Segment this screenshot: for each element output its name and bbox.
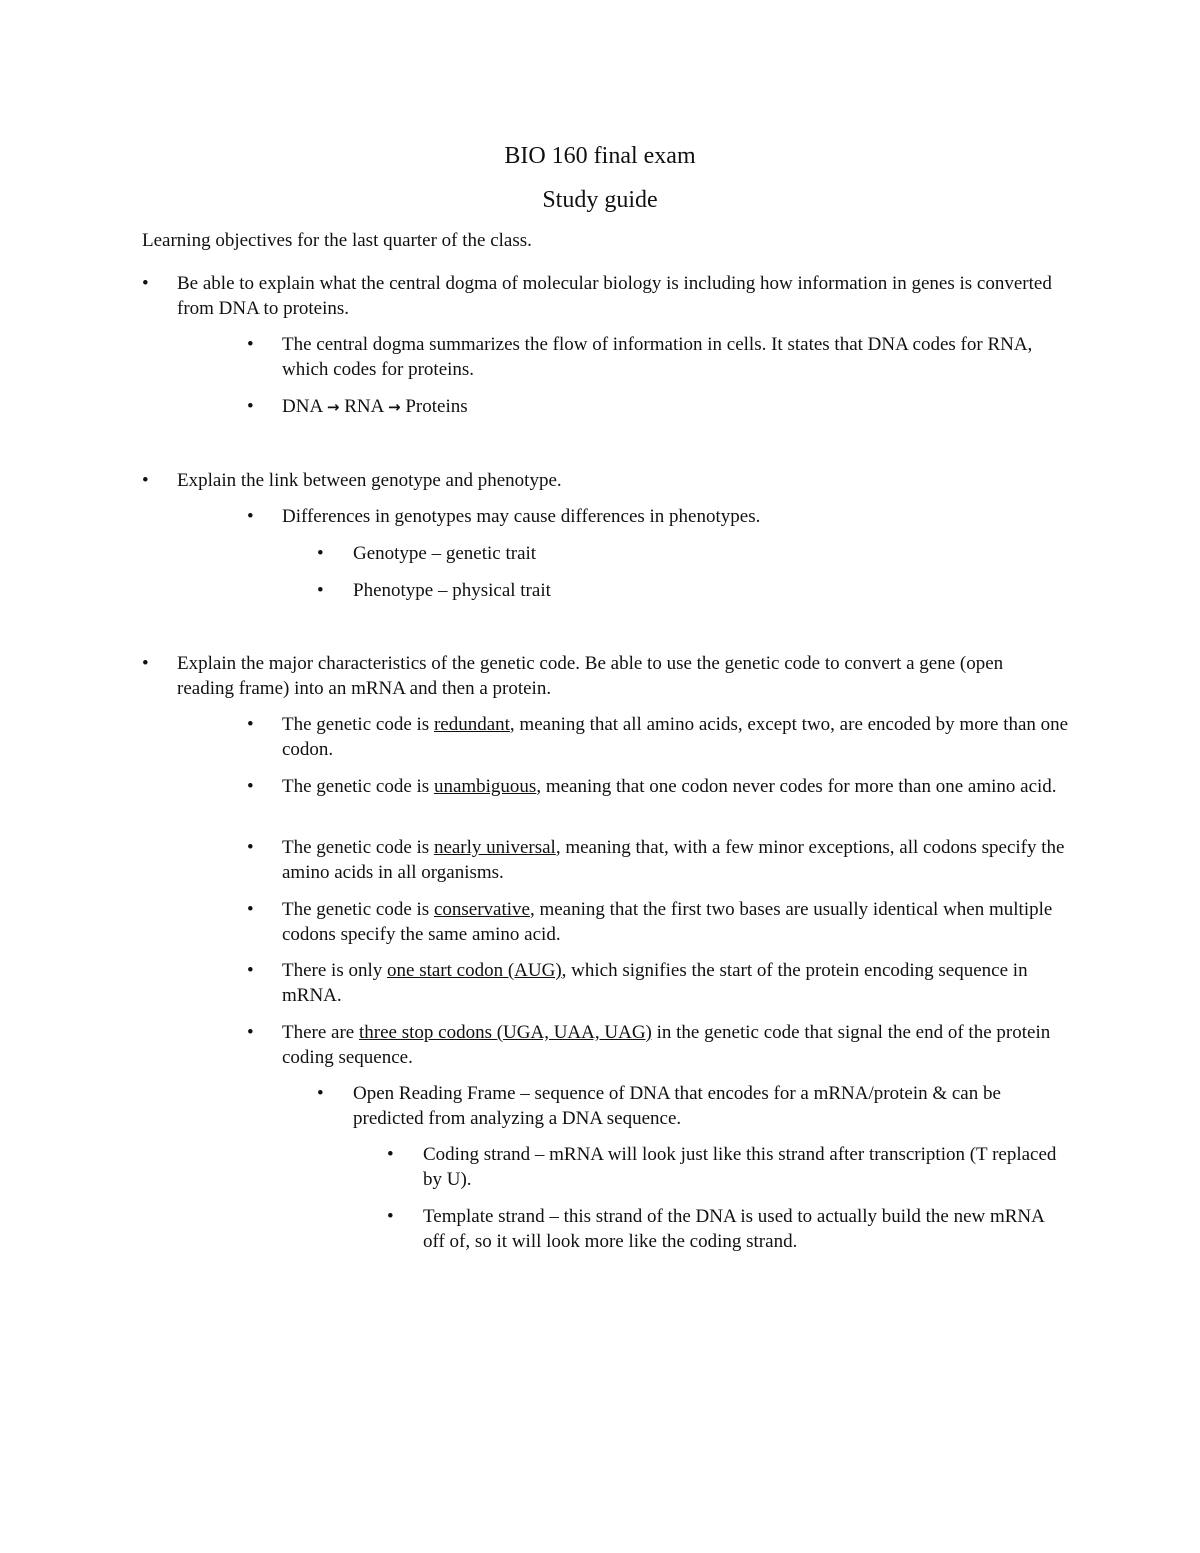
term-redundant: redundant [433,714,510,735]
genetic-code-redundant [282,713,1072,762]
central-dogma-summary: The central dogma summarizes the flow of information in cells. It states that DNA codes for RNA, which codes for proteins. [282,334,1033,380]
text-segment: , meaning that the first two bases are usually identical when multiple codons specify the same amino acid. [282,899,1053,945]
text-segment: There is only [282,960,388,981]
start-codon [282,959,1072,1008]
term-nearly-universal: nearly universal [433,837,556,858]
flow-rna: RNA [344,396,384,417]
text-segment: , meaning that all amino acids, except two, are encoded by more than one codon. [282,714,1069,760]
genetic-code-unambiguous [282,775,1072,800]
text-segment: in the genetic code that signal the end of the protein coding sequence. [282,1022,1051,1068]
text-segment: The genetic code is [282,776,434,797]
template-strand: Template strand – this strand of the DNA is used to actually build the new mRNA off of, so it will look more like the coding strand. [423,1206,1044,1252]
bullet: • [142,470,149,491]
genetic-code-universal [282,836,1072,885]
bullet: • [317,580,324,601]
bullet: • [247,506,254,527]
genetic-code-conservative [282,898,1072,947]
genotype-differences: Differences in genotypes may cause differences in phenotypes. [282,506,761,527]
intro-text: Learning objectives for the last quarter of the class. [142,230,532,251]
text-segment: , meaning that, with a few minor exceptions, all codons specify the amino acids in all organisms. [282,837,1065,883]
text-segment: The genetic code is [282,899,434,920]
genotype-definition: Genotype – genetic trait [353,543,537,564]
document-title: BIO 160 final exam [504,143,696,169]
text-segment: , meaning that one codon never codes for more than one amino acid. [536,776,1057,797]
text-segment: The genetic code is [282,837,434,858]
stop-codons [282,1021,1072,1070]
bullet: • [247,714,254,735]
bullet: • [317,543,324,564]
bullet: • [247,837,254,858]
bullet: • [317,1083,324,1104]
bullet: • [247,396,254,417]
term-start-codon: one start codon (AUG) [387,960,562,981]
arrow-right-icon: → [326,398,340,416]
bullet: • [387,1144,394,1165]
objective-genotype-phenotype: Explain the link between genotype and phenotype. [177,470,562,491]
bullet: • [247,899,254,920]
bullet: • [247,1022,254,1043]
document-subtitle: Study guide [542,187,658,213]
text-segment: , which signifies the start of the protein encoding sequence in mRNA. [282,960,1028,1006]
phenotype-definition: Phenotype – physical trait [353,580,551,601]
objective-central-dogma: Be able to explain what the central dogma of molecular biology is including how information in genes is converted from DNA to proteins. [177,273,1052,319]
term-conservative: conservative [433,899,530,920]
bullet: • [247,334,254,355]
term-unambiguous: unambiguous [433,776,537,797]
central-dogma-flow [282,395,1072,420]
bullet: • [247,960,254,981]
text-segment: The genetic code is [282,714,434,735]
term-stop-codons: three stop codons (UGA, UAA, UAG) [359,1022,652,1043]
bullet: • [142,273,149,294]
coding-strand: Coding strand – mRNA will look just like this strand after transcription (T replaced by U). [423,1144,1057,1190]
open-reading-frame: Open Reading Frame – sequence of DNA that encodes for a mRNA/protein & can be predicted from analyzing a DNA sequence. [353,1083,1001,1129]
bullet: • [247,776,254,797]
flow-dna: DNA [282,396,323,417]
bullet: • [142,653,149,674]
bullet: • [387,1206,394,1227]
objective-genetic-code: Explain the major characteristics of the genetic code. Be able to use the genetic code to convert a gene (open reading frame) into an mRNA and then a protein. [177,653,1004,699]
text-segment: There are [282,1022,359,1043]
arrow-right-icon: → [388,398,401,416]
flow-proteins: Proteins [405,396,468,417]
